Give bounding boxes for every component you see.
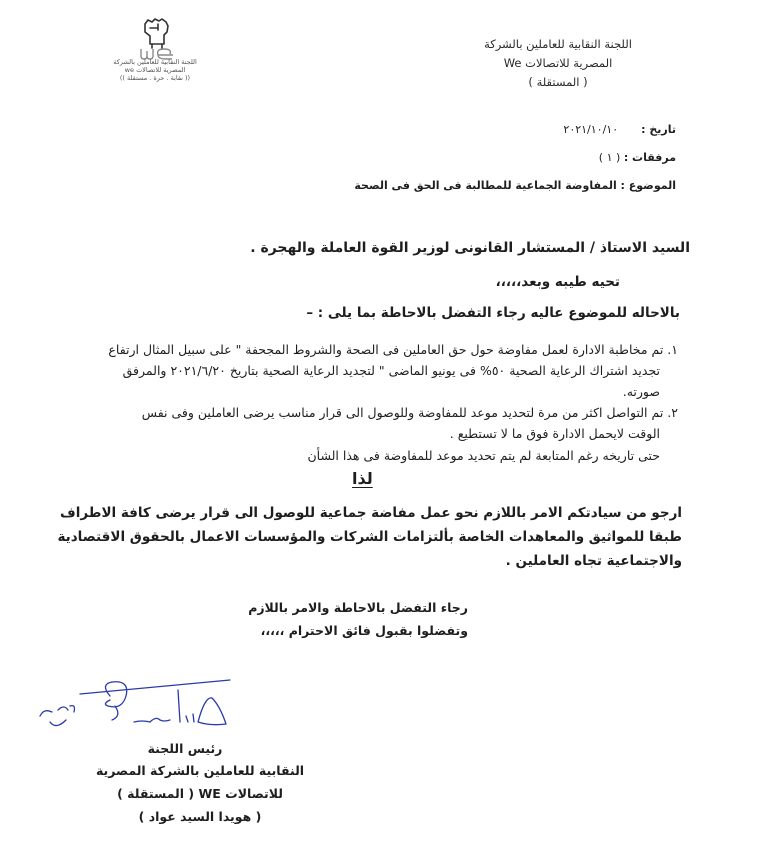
list-item-1-line3: صورته. <box>622 384 660 399</box>
date-label: تاريخ : <box>641 123 676 136</box>
request-line1: ارجو من سيادتكم الامر باللازم نحو عمل مفاضة جماعية للوصول الى قرار يرضى كافة الاطراف <box>60 505 682 521</box>
signatory-org-line2: للاتصالات WE ( المستقلة ) <box>117 786 283 801</box>
request-line3: والاجتماعية تجاه العاملين . <box>505 553 682 569</box>
org-name-line2: المصرية للاتصالات We <box>503 56 613 70</box>
list-item-2-line2: الوقت لايحمل الادارة فوق ما لا تستطيع . <box>449 426 660 441</box>
list-item-1-number: ١. <box>667 342 678 357</box>
org-name-line3: ( المستقلة ) <box>528 75 588 89</box>
logo-line2: المصرية للاتصالات we <box>124 66 186 74</box>
list-item-2-number: ٢. <box>667 405 678 420</box>
date-value: ٢٠٢١/١٠/١٠ <box>563 123 619 136</box>
attachments-row <box>599 151 676 164</box>
logo-line3: (( نقابة . حرة . مستقلة )) <box>119 74 191 82</box>
signatory-org-line1: النقابية للعاملين بالشركة المصرية <box>95 763 305 778</box>
addressee: السيد الاستاذ / المستشار القانونى لوزير القوة العاملة والهجرة . <box>250 240 690 256</box>
list-item-1-line1 <box>108 342 678 357</box>
logo-caption <box>100 58 210 82</box>
organization-header <box>448 35 668 92</box>
intro-line: بالاحاله للموضوع عاليه رجاء التفضل بالاحاطة بما يلى : – <box>306 305 680 321</box>
greeting: تحيه طيبه وبعد،،،،، <box>495 274 620 290</box>
list-item-2-line3: حتى تاريخه رغم المتابعة لم يتم تحديد موعد للمفاوضة فى هذا الشأن <box>307 448 660 463</box>
handwritten-signature <box>30 676 240 746</box>
org-name-line1: اللجنة النقابية للعاملين بالشركة <box>484 37 632 51</box>
therefore-heading: لذا <box>352 469 373 488</box>
signatory-name: ( هويدا السيد عواد ) <box>138 809 262 824</box>
date-row <box>563 123 676 136</box>
closing-line2: وتفضلوا بقبول فائق الاحترام ،،،،، <box>260 623 468 638</box>
signatory-title: رئيس اللجنة <box>147 741 223 756</box>
request-line2: طبقا للمواثيق والمعاهدات الخاصة بألتزامات الشركات والمؤسسات الاعمال بالحقوق الاقتصادية <box>57 529 682 545</box>
attachments-value: ( ١ ) <box>598 151 621 164</box>
list-item-2-text: تم التواصل اكثر من مرة لتحديد موعد للمفاوضة وللوصول الى قرار مناسب يرضى العاملين وفى نفس <box>141 405 664 420</box>
attachments-label: مرفقات : <box>623 151 676 164</box>
list-item-1-line2: تجديد اشتراك الرعاية الصحية ٥٠% فى يونيو الماضى " لتجديد الرعاية الصحية بتاريخ ٢٠٢١/٦/٢٠ والمرفق <box>122 363 660 378</box>
list-item-2-line1 <box>142 405 678 420</box>
list-item-1-text: تم مخاطبة الادارة لعمل مفاوضة حول حق العاملين فى الصحة والشروط المجحفة " على سبيل المثال ارتفاع <box>108 342 664 357</box>
subject-line: الموضوع : المفاوضة الجماعية للمطالبة فى الحق فى الصحة <box>354 179 676 192</box>
closing-line1: رجاء التفضل بالاحاطة والامر باللازم <box>248 600 468 615</box>
logo-line1: اللجنة النقابية للعاملين بالشركة <box>113 58 197 66</box>
